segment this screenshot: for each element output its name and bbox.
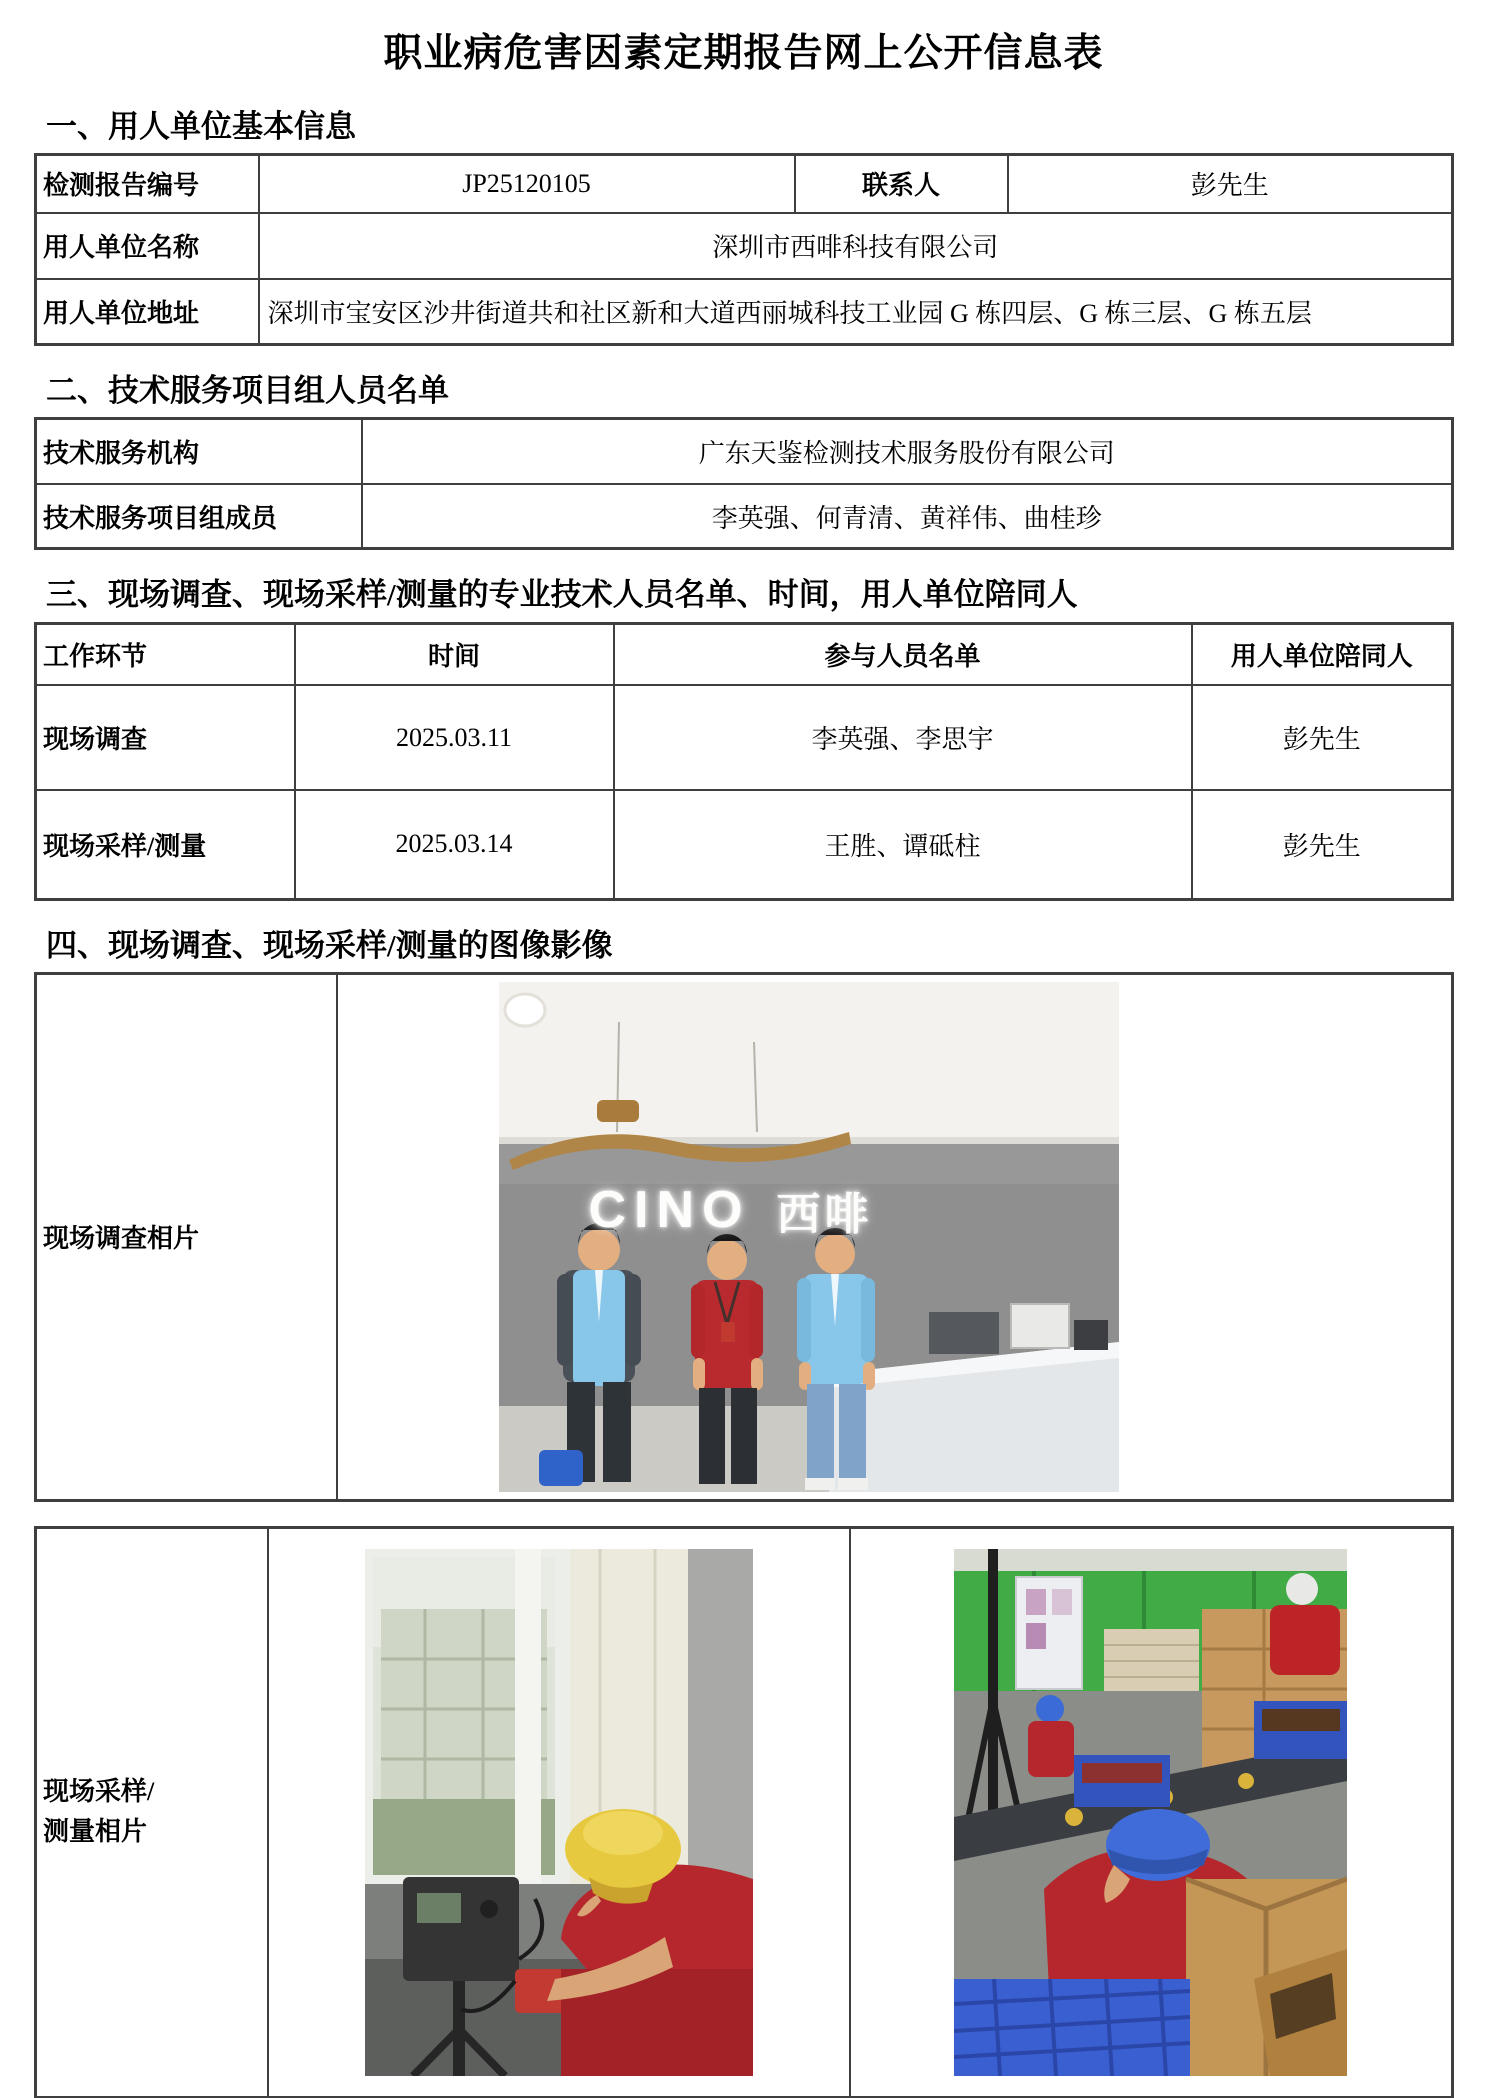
table-row bbox=[36, 973, 1453, 1500]
sampling-photo-cell-2 bbox=[850, 1527, 1453, 2097]
sampling-photo-2 bbox=[954, 1549, 1347, 2076]
sampling-photo-label-line2: 测量相片 bbox=[43, 1817, 148, 1847]
sampling-photo-label bbox=[36, 1527, 268, 2097]
service-org-label: 技术服务机构 bbox=[36, 419, 362, 484]
table-row bbox=[36, 155, 1453, 213]
section-1-heading: 一、用人单位基本信息 bbox=[46, 109, 356, 144]
row-participants: 王胜、谭砥柱 bbox=[614, 790, 1192, 899]
employer-address-value: 深圳市宝安区沙井街道共和社区新和大道西丽城科技工业园 G 栋四层、G 栋三层、G 栋五层 bbox=[259, 279, 1453, 345]
site-work-table bbox=[34, 622, 1454, 901]
contact-value: 彭先生 bbox=[1008, 155, 1453, 213]
blue-bag bbox=[539, 1450, 583, 1486]
survey-photo-table bbox=[34, 972, 1454, 1502]
col-header-date: 时间 bbox=[295, 623, 614, 685]
row-escort: 彭先生 bbox=[1192, 685, 1453, 790]
report-no-label: 检测报告编号 bbox=[36, 155, 259, 213]
table-row bbox=[36, 790, 1453, 899]
cino-logo-cn: 西啡 bbox=[776, 1189, 873, 1239]
table-row bbox=[36, 419, 1453, 484]
employer-info-table bbox=[34, 153, 1454, 346]
section-2-heading: 二、技术服务项目组人员名单 bbox=[46, 373, 449, 409]
table-row bbox=[36, 484, 1453, 549]
survey-photo-cell bbox=[337, 973, 1453, 1500]
table-header-row bbox=[36, 623, 1453, 685]
report-no-value: JP25120105 bbox=[259, 155, 795, 213]
section-4-heading: 四、现场调查、现场采样/测量的图像影像 bbox=[46, 927, 613, 963]
employer-name-value: 深圳市西啡科技有限公司 bbox=[259, 213, 1453, 279]
blue-mesh-crate bbox=[954, 1979, 1190, 2076]
sampling-photo-1-graphic bbox=[365, 1549, 753, 2076]
sampling-photo-2-graphic bbox=[954, 1549, 1347, 2076]
table-row bbox=[36, 213, 1453, 279]
cino-logo bbox=[589, 1178, 989, 1242]
row-step: 现场调查 bbox=[36, 685, 295, 790]
table-row bbox=[36, 279, 1453, 345]
section-3-heading: 三、现场调查、现场采样/测量的专业技术人员名单、时间，用人单位陪同人 bbox=[46, 577, 1078, 613]
cino-logo-latin: CINO bbox=[588, 1180, 751, 1239]
cardboard-boxes bbox=[1186, 1879, 1347, 2076]
service-org-value: 广东天鉴检测技术服务股份有限公司 bbox=[362, 419, 1453, 484]
service-members-label: 技术服务项目组成员 bbox=[36, 484, 362, 549]
employer-name-label: 用人单位名称 bbox=[36, 213, 259, 279]
survey-photo-label: 现场调查相片 bbox=[36, 973, 337, 1500]
service-members-value: 李英强、何青清、黄祥伟、曲桂珍 bbox=[362, 484, 1453, 549]
col-header-escort: 用人单位陪同人 bbox=[1192, 623, 1453, 685]
table-gap bbox=[34, 1502, 1453, 1526]
service-team-table bbox=[34, 417, 1454, 550]
row-participants: 李英强、李思宇 bbox=[614, 685, 1192, 790]
row-escort: 彭先生 bbox=[1192, 790, 1453, 899]
contact-label: 联系人 bbox=[795, 155, 1008, 213]
counter-equipment bbox=[929, 1312, 999, 1354]
employer-address-label: 用人单位地址 bbox=[36, 279, 259, 345]
survey-photo bbox=[499, 982, 1119, 1492]
col-header-step: 工作环节 bbox=[36, 623, 295, 685]
sampling-photo-1 bbox=[365, 1549, 753, 2076]
table-row bbox=[36, 1527, 1453, 2097]
col-header-participants: 参与人员名单 bbox=[614, 623, 1192, 685]
row-date: 2025.03.14 bbox=[295, 790, 614, 899]
table-row bbox=[36, 685, 1453, 790]
sampling-photo-label-line1: 现场采样/ bbox=[43, 1776, 155, 1806]
row-step: 现场采样/测量 bbox=[36, 790, 295, 899]
sampling-photo-table bbox=[34, 1526, 1454, 2098]
page-title: 职业病危害因素定期报告网上公开信息表 bbox=[383, 32, 1104, 75]
sampling-photo-cell-1 bbox=[268, 1527, 850, 2097]
row-date: 2025.03.11 bbox=[295, 685, 614, 790]
